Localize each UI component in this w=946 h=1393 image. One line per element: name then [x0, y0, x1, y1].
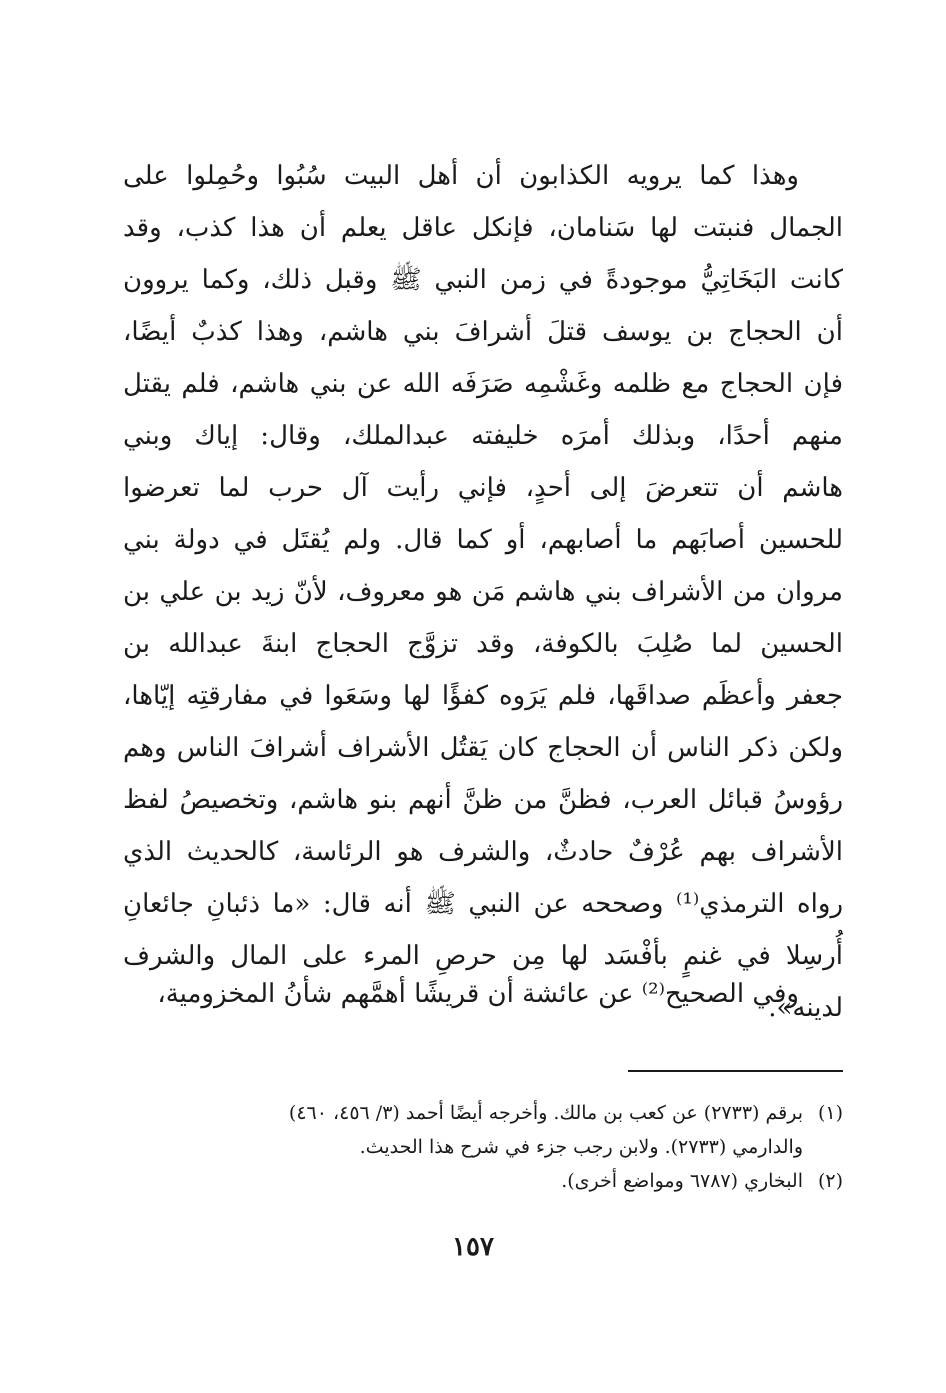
footnote-text: برقم (٢٧٣٣) عن كعب بن مالك. وأخرجه أيضًا أحمد (٣/ ٤٥٦، ٤٦٠) — [288, 1102, 803, 1124]
text-line: منهم أحدًا، وبذلك أمرَه خليفته عبدالملك، وقال: إياك وبني — [123, 421, 843, 451]
footnote-2 — [123, 1164, 843, 1198]
text-line: رؤوسُ قبائل العرب، فظنَّ من ظنَّ أنهم بنو هاشم، وتخصيصُ لفظ — [123, 785, 843, 815]
text-line: هاشم أن تتعرضَ إلى أحدٍ، فإني رأيت آل حرب لما تعرضوا — [123, 473, 843, 503]
text-line: أُرسِلا في غنمٍ بأفْسَد لها مِن حرصِ المرء على المال والشرف — [123, 941, 843, 971]
footnotes — [123, 1096, 843, 1198]
text-line: فإن الحجاج مع ظلمه وغَشْمِه صَرَفَه الله عن بني هاشم، فلم يقتل — [123, 369, 843, 399]
text-line: مروان من الأشراف بني هاشم مَن هو معروف، لأنّ زيد بن علي بن — [123, 577, 843, 607]
second-paragraph — [123, 968, 843, 1020]
text-line: ولكن ذكر الناس أن الحجاج كان يَقتُل الأشراف أشرافَ الناس وهم — [123, 733, 843, 763]
text-line: وفي الصحيح⁽²⁾ عن عائشة أن قريشًا أهمَّهم شأنُ المخزومية، — [157, 979, 799, 1009]
text-line: رواه الترمذي⁽¹⁾ وصححه عن النبي ﷺ أنه قال: «ما ذئبانِ جائعانِ — [123, 889, 844, 919]
text-line: لدينه». — [768, 993, 843, 1023]
text-line: الأشراف بهم عُرْفٌ حادثٌ، والشرف هو الرئاسة، كالحديث الذي — [123, 837, 843, 867]
footnote-text: البخاري (٦٧٨٧ ومواضع أخرى). — [561, 1170, 803, 1192]
main-paragraph — [123, 150, 843, 1034]
text-line: للحسين أصابَهم ما أصابهم، أو كما قال. ولم يُقتَل في دولة بني — [123, 525, 843, 555]
text-line: الجمال فنبتت لها سَنامان، فإنكل عاقل يعلم أن هذا كذب، وقد — [123, 213, 843, 243]
footnote-marker: (٢) — [817, 1170, 843, 1192]
footnote-1 — [123, 1096, 843, 1130]
footnote-marker: (١) — [817, 1102, 843, 1124]
footnote-1-continuation: والدارمي (٢٧٣٣). ولابن رجب جزء في شرح هذا الحديث. — [359, 1136, 803, 1158]
text-line: جعفر وأعظَم صداقَها، فلم يَرَوه كفؤًا لها وسَعَوا في مفارقتِه إيّاها، — [123, 681, 843, 711]
text-line: أن الحجاج بن يوسف قتلَ أشرافَ بني هاشم، وهذا كذبٌ أيضًا، — [123, 317, 843, 347]
text-line: وهذا كما يرويه الكذابون أن أهل البيت سُبُوا وحُمِلوا على — [123, 161, 799, 191]
text-line: الحسين لما صُلِبَ بالكوفة، وقد تزوَّج الحجاج ابنةَ عبدالله بن — [123, 629, 843, 659]
text-line: كانت البَخَاتِيُّ موجودةً في زمن النبي ﷺ وقبل ذلك، وكما يروون — [123, 265, 843, 295]
footnote-separator — [628, 1070, 843, 1072]
page-number: ١٥٧ — [452, 1232, 494, 1262]
